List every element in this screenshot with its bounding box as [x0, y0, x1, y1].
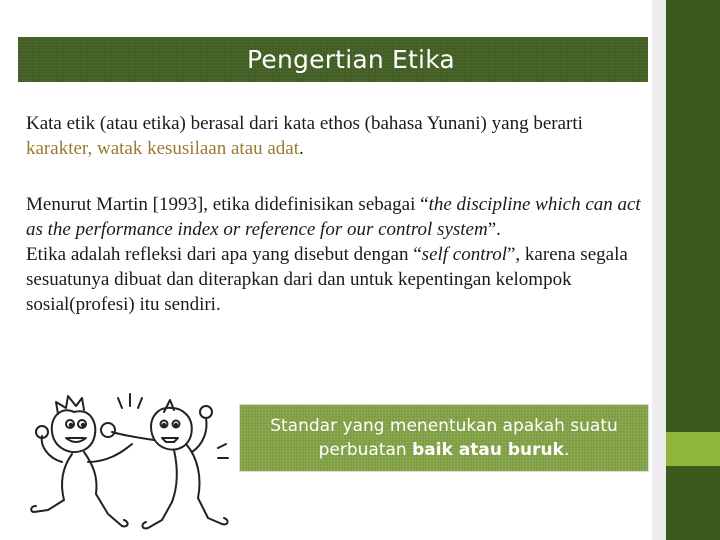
martin-paragraph	[26, 192, 646, 317]
slide-title: Pengertian Etika	[247, 45, 455, 74]
self-control-italic: self control	[421, 244, 507, 265]
sidebar-accent-block	[666, 432, 720, 466]
callout-line-2-text: perbuatan	[318, 440, 413, 460]
definition-text: Kata etik (atau etika) berasal dari kata ethos (bahasa Yunani) yang berarti	[26, 113, 583, 134]
callout-period: .	[563, 440, 570, 460]
definition-period: .	[299, 138, 304, 159]
callout-bold: baik atau buruk	[412, 440, 564, 460]
martin-quote-intro: Menurut Martin [1993], etika didefinisikan sebagai “	[26, 194, 429, 215]
sidebar-light-strip	[652, 0, 666, 540]
martin-quote	[26, 192, 646, 242]
callout-box	[239, 404, 649, 472]
callout-line-2	[319, 438, 570, 462]
callout-line-1: Standar yang menentukan apakah suatu	[270, 416, 618, 436]
definition-highlight: karakter, watak kesusilaan atau adat	[26, 138, 300, 159]
fighting-cartoon-icon	[22, 378, 232, 538]
martin-quote-italic: the discipline which can act as the performance index or reference for our control system	[26, 194, 641, 240]
self-control-intro: Etika adalah refleksi dari apa yang disebut dengan “	[26, 244, 422, 265]
definition-paragraph	[26, 111, 646, 161]
martin-quote-end: ”.	[487, 219, 501, 240]
title-banner	[18, 37, 648, 82]
self-control-rest: ”, karena segala sesuatunya dibuat dan diterapkan dari dan untuk kepentingan kelompok sosial(profesi) itu sendiri.	[26, 244, 628, 315]
self-control-sentence	[26, 242, 646, 317]
